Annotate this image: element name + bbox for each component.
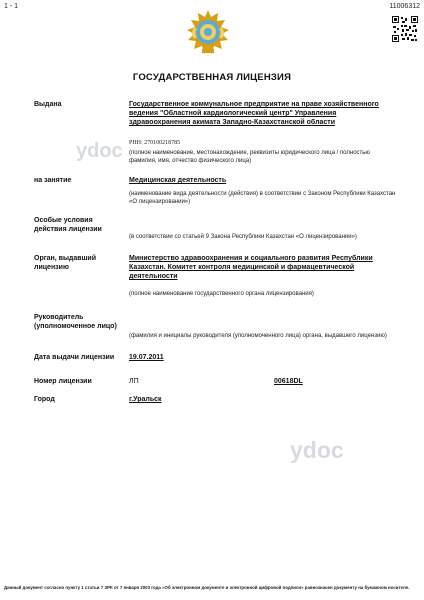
head-note: (фамилия и инициалы руководителя (уполномоченного лица) органа, выдавшего лицензию) [129,333,387,339]
page-indicator: 1 - 1 [4,3,19,10]
activity-label: на занятие [34,177,72,184]
watermark: ydoc [76,140,123,162]
issued-to-label: Выдана [34,101,62,108]
issue-date-label: Дата выдачи лицензии [34,354,115,361]
watermark: ydoc [290,437,344,463]
authority-note: (полное наименование государственного органа лицензирования) [129,291,314,297]
head-label: Руководитель (уполномоченное лицо) [34,314,117,330]
activity-value: Медицинская деятельность [129,177,227,184]
city-label: Город [34,396,55,403]
city-value: г.Уральск [129,396,162,403]
document-number: 11006312 [389,3,420,10]
document-title: ГОСУДАРСТВЕННАЯ ЛИЦЕНЗИЯ [132,72,292,83]
conditions-note: (в соответствии со статьей 9 Закона Республики Казахстан «О лицензировании») [129,234,357,240]
issued-to-note: (полное наименование, местонахождение, реквизиты юридического лица / полностью фамилия, имя, отчество физического лица) [129,150,370,164]
issue-date-value: 19.07.2011 [129,354,164,361]
authority-label: Орган, выдавший лицензию [34,255,97,271]
qr-code-icon [392,16,418,42]
issued-to-value: Государственное коммунальное предприятие на праве хозяйственного ведения "Областной кардиологический центр" Управления здравоохранения акимата Западно-Казахстанской области [129,101,379,126]
authority-value: Министерство здравоохранения и социального развития Республики Казахстан. Комитет контроля медицинской и фармацевтической деятельности [129,255,373,280]
conditions-label: Особые условия действия лицензии [34,217,102,233]
license-prefix: ЛП [129,378,139,385]
license-number-value: 00618DL [274,378,303,385]
license-number-label: Номер лицензии [34,378,92,385]
rnn-value: РНН: 270100218785 [129,140,181,146]
activity-note: (наименование вида деятельности (действия) в соответствии с Законом Республики Казахстан «О лицензировании») [129,191,396,205]
footer-disclaimer: Данный документ согласно пункту 1 статьи 7 ЗРК от 7 января 2003 года «Об электронном документе и электронной цифровой подписи» равнозначен документу на бумажном носителе. [4,585,410,590]
state-emblem-icon [184,9,232,57]
